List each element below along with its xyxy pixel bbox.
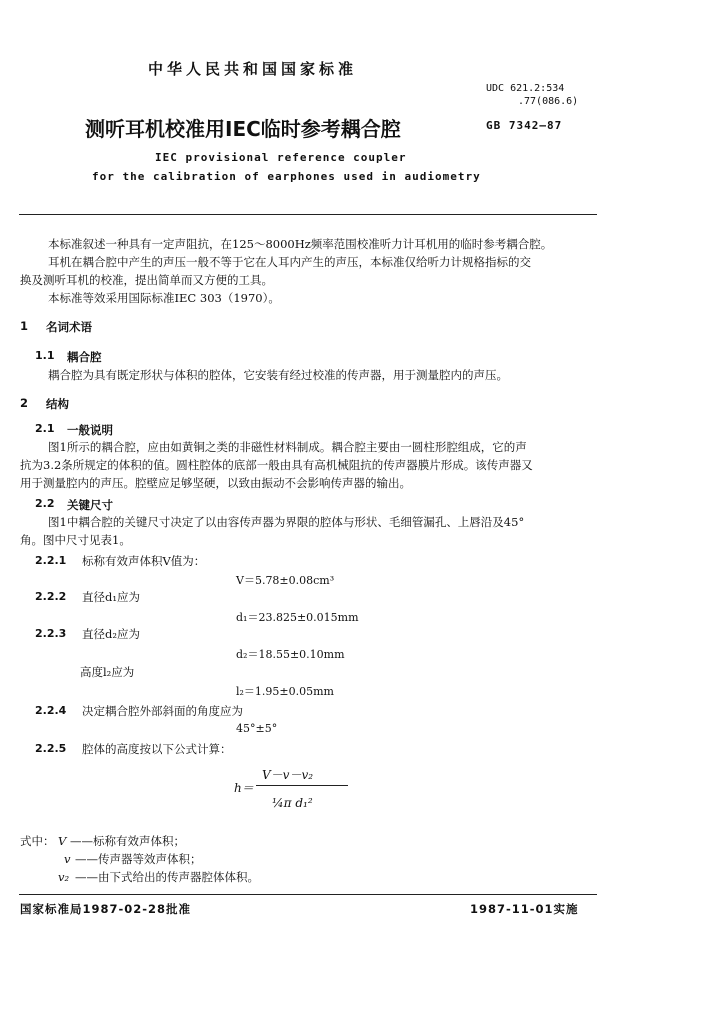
fraction-bar <box>256 785 348 786</box>
section-1-1-title: 耦合腔 <box>67 350 102 364</box>
section-2-2-3-number: 2.2.3 <box>35 627 67 640</box>
section-2-2-2-number: 2.2.2 <box>35 590 67 603</box>
section-2-2-3-height-text: 高度l₂应为 <box>80 665 135 679</box>
section-2-2-1-formula: V＝5.78±0.08cm³ <box>236 574 335 587</box>
legend-2-symbol: v <box>64 852 71 866</box>
section-2-2-4-text: 决定耦合腔外部斜面的角度应为 <box>82 704 243 718</box>
udc-line-2: .77(086.6) <box>518 96 579 107</box>
section-2-2-1-text: 标称有效声体积V值为： <box>82 554 206 568</box>
section-2-2-line-1: 图1中耦合腔的关键尺寸决定了以由容传声器为界限的腔体与形状、毛细管漏孔、上唇沿及45° <box>48 515 525 529</box>
org-title: 中华人民共和国国家标准 <box>148 60 358 78</box>
legend-1-symbol: V <box>58 834 67 848</box>
doc-title-en-line-2: for the calibration of earphones used in audiometry <box>92 170 481 183</box>
section-2-2-3-formula: d₂＝18.55±0.10mm <box>236 648 345 661</box>
section-2-2-2-text: 直径d₁应为 <box>82 590 140 604</box>
section-2-2-3-height-formula: l₂＝1.95±0.05mm <box>236 685 334 698</box>
gb-number: GB 7342—87 <box>486 119 563 132</box>
footer-rule <box>19 894 597 895</box>
section-1-1-number: 1.1 <box>35 349 55 362</box>
section-2-2-4-number: 2.2.4 <box>35 704 67 717</box>
section-1-1-text: 耦合腔为具有既定形状与体积的腔体，它安装有经过校准的传声器，用于测量腔内的声压。 <box>48 368 508 382</box>
legend-3-text: ——由下式给出的传声器腔体体积。 <box>75 870 259 884</box>
section-2-2-5-text: 腔体的高度按以下公式计算： <box>82 742 232 756</box>
section-2-1-line-2: 抗为3.2条所规定的体积的值。圆柱腔体的底部一般由具有高机械阻抗的传声器膜片形成。该传声器又 <box>20 458 533 472</box>
legend-1-text: ——标称有效声体积； <box>70 834 185 848</box>
intro-paragraph-2-line-2: 换及测听耳机的校准，提出简单而又方便的工具。 <box>20 273 273 287</box>
section-2-1-number: 2.1 <box>35 422 55 435</box>
section-1-title: 名词术语 <box>46 320 92 334</box>
footer-implemented: 1987-11-01实施 <box>470 902 579 916</box>
footer-approved: 国家标准局1987-02-28批准 <box>20 902 192 916</box>
intro-paragraph-3: 本标准等效采用国际标准IEC 303（1970）。 <box>48 291 280 305</box>
doc-title-cn: 测听耳机校准用IEC临时参考耦合腔 <box>85 117 401 141</box>
section-2-2-5-number: 2.2.5 <box>35 742 67 755</box>
formula-lhs: h＝ <box>234 781 254 795</box>
section-1-number: 1 <box>20 319 29 333</box>
section-2-1-title: 一般说明 <box>67 423 113 437</box>
section-2-2-3-text: 直径d₂应为 <box>82 627 140 641</box>
section-2-1-line-3: 用于测量腔内的声压。腔壁应足够坚硬，以致由振动不会影响传声器的输出。 <box>20 476 411 490</box>
section-2-2-1-number: 2.2.1 <box>35 554 67 567</box>
section-2-2-number: 2.2 <box>35 497 55 510</box>
udc-line-1: UDC 621.2:534 <box>486 83 565 94</box>
legend-prefix: 式中： <box>20 834 55 848</box>
section-2-title: 结构 <box>46 397 69 411</box>
section-2-2-2-formula: d₁＝23.825±0.015mm <box>236 611 359 624</box>
section-2-2-title: 关键尺寸 <box>67 498 113 512</box>
legend-3-symbol: v₂ <box>58 870 70 884</box>
header-rule <box>19 214 597 215</box>
legend-2-text: ——传声器等效声体积； <box>75 852 202 866</box>
doc-title-en-line-1: IEC provisional reference coupler <box>155 151 407 164</box>
section-2-number: 2 <box>20 396 29 410</box>
section-2-2-line-2: 角。图中尺寸见表1。 <box>20 533 131 547</box>
intro-paragraph-1: 本标准叙述一种具有一定声阻抗，在125～8000Hz频率范围校准听力计耳机用的临时参考耦合腔。 <box>48 237 553 251</box>
intro-paragraph-2-line-1: 耳机在耦合腔中产生的声压一般不等于它在人耳内产生的声压，本标准仅给听力计规格指标的交 <box>48 255 531 269</box>
section-2-2-4-formula: 45°±5° <box>236 722 278 735</box>
formula-numerator: V－v－v₂ <box>262 768 314 782</box>
formula-denominator: ¼π d₁² <box>272 796 313 810</box>
section-2-1-line-1: 图1所示的耦合腔，应由如黄铜之类的非磁性材料制成。耦合腔主要由一圆柱形腔组成，它的声 <box>48 440 527 454</box>
